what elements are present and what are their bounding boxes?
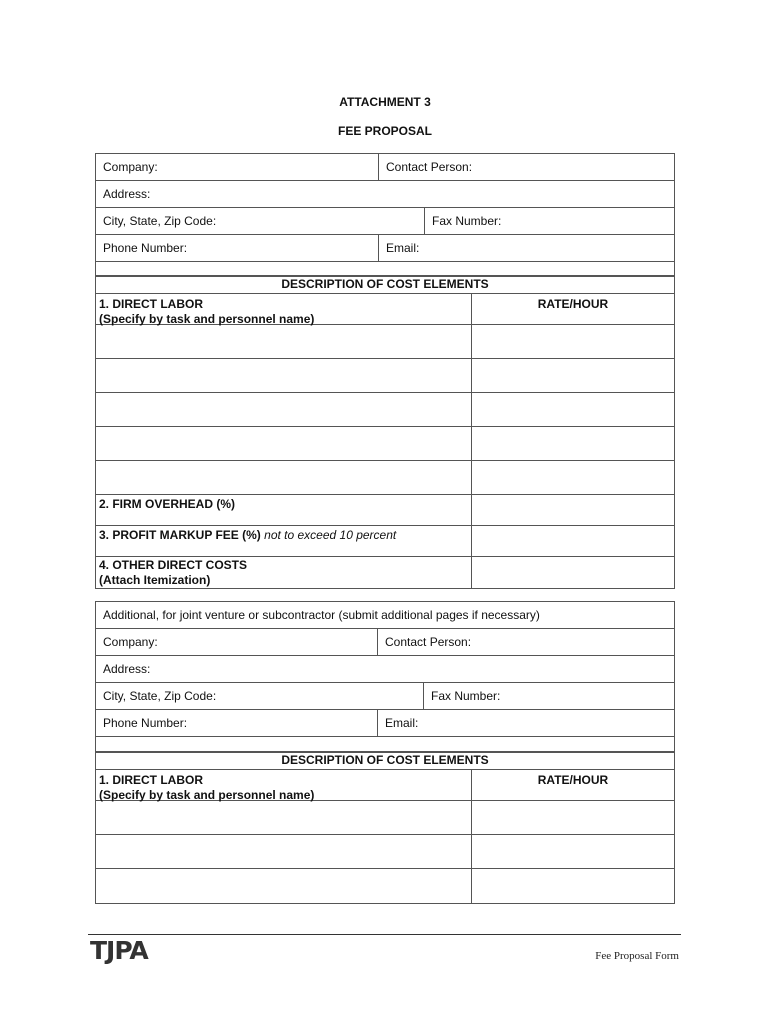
other-direct-costs-cell[interactable] [471, 557, 674, 588]
rate-hour-header: RATE/HOUR [471, 294, 674, 324]
city-state-zip-field[interactable] [96, 683, 423, 709]
profit-markup-title: 3. PROFIT MARKUP FEE (%) [99, 528, 261, 542]
email-field[interactable] [377, 710, 674, 736]
direct-labor-title: 1. DIRECT LABOR [99, 773, 204, 787]
firm-overhead-label: 2. FIRM OVERHEAD (%) [99, 497, 236, 511]
cost-elements-box [95, 276, 675, 589]
labor-row [96, 359, 674, 393]
labor-description-cell[interactable] [96, 359, 471, 392]
company-field[interactable] [96, 154, 378, 180]
fax-field[interactable] [424, 208, 674, 234]
footer-form-name: Fee Proposal Form [595, 950, 679, 962]
contact-person-label: Contact Person: [385, 635, 472, 649]
labor-row [96, 427, 674, 461]
phone-field[interactable] [96, 235, 378, 261]
other-direct-costs-title: 4. OTHER DIRECT COSTS [99, 558, 248, 572]
labor-rate-cell[interactable] [471, 869, 674, 903]
fax-field[interactable] [423, 683, 674, 709]
labor-row [96, 869, 674, 903]
cost-elements-heading: DESCRIPTION OF COST ELEMENTS [96, 277, 674, 294]
other-direct-costs-label [96, 557, 471, 588]
joint-venture-cost-box [95, 752, 675, 904]
spacer-row [96, 262, 674, 275]
company-label: Company: [103, 160, 158, 174]
labor-description-cell[interactable] [96, 393, 471, 426]
contact-info-box [95, 153, 675, 276]
fax-label: Fax Number: [431, 689, 501, 703]
attachment-label: ATTACHMENT 3 [339, 95, 431, 109]
labor-row [96, 325, 674, 359]
address-label: Address: [103, 187, 151, 201]
labor-rate-cell[interactable] [471, 427, 674, 460]
profit-markup-row [96, 526, 674, 557]
address-field[interactable] [96, 181, 674, 207]
labor-rate-cell[interactable] [471, 393, 674, 426]
city-row [96, 208, 674, 235]
direct-labor-header-row [96, 770, 674, 801]
firm-overhead-cell[interactable] [471, 495, 674, 525]
profit-markup-label [96, 526, 471, 556]
labor-rate-cell[interactable] [471, 835, 674, 868]
labor-rate-cell[interactable] [471, 801, 674, 834]
company-field[interactable] [96, 629, 377, 655]
labor-description-cell[interactable] [96, 835, 471, 868]
city-state-zip-label: City, State, Zip Code: [103, 214, 217, 228]
joint-venture-intro-row [96, 602, 674, 629]
phone-row [96, 710, 674, 737]
company-row [96, 154, 674, 181]
direct-labor-subtitle: (Specify by task and personnel name) [99, 312, 315, 326]
phone-field[interactable] [96, 710, 377, 736]
email-label: Email: [385, 716, 419, 730]
profit-markup-cell[interactable] [471, 526, 674, 556]
direct-labor-subtitle: (Specify by task and personnel name) [99, 788, 315, 802]
direct-labor-label [96, 294, 471, 324]
contact-person-field[interactable] [377, 629, 674, 655]
company-label: Company: [103, 635, 158, 649]
contact-person-label: Contact Person: [386, 160, 473, 174]
firm-overhead-row [96, 495, 674, 526]
email-field[interactable] [378, 235, 674, 261]
labor-rate-cell[interactable] [471, 461, 674, 494]
phone-label: Phone Number: [103, 716, 188, 730]
labor-row [96, 801, 674, 835]
phone-row [96, 235, 674, 262]
rate-hour-header: RATE/HOUR [471, 770, 674, 800]
city-state-zip-field[interactable] [96, 208, 424, 234]
spacer-row [96, 737, 674, 751]
address-label: Address: [103, 662, 151, 676]
other-direct-costs-subtitle: (Attach Itemization) [99, 573, 211, 587]
labor-rate-cell[interactable] [471, 325, 674, 358]
company-row [96, 629, 674, 656]
labor-row [96, 393, 674, 427]
profit-markup-note: not to exceed 10 percent [264, 528, 397, 542]
email-label: Email: [386, 241, 420, 255]
labor-rate-cell[interactable] [471, 359, 674, 392]
address-row [96, 656, 674, 683]
footer-divider [88, 934, 681, 935]
tjpa-logo: TJPA [90, 936, 148, 965]
direct-labor-title: 1. DIRECT LABOR [99, 297, 204, 311]
cost-elements-heading: DESCRIPTION OF COST ELEMENTS [96, 753, 674, 770]
city-state-zip-label: City, State, Zip Code: [103, 689, 217, 703]
other-direct-costs-row [96, 557, 674, 588]
labor-description-cell[interactable] [96, 801, 471, 834]
labor-description-cell[interactable] [96, 325, 471, 358]
labor-description-cell[interactable] [96, 427, 471, 460]
city-row [96, 683, 674, 710]
joint-venture-contact-box [95, 601, 675, 752]
fax-label: Fax Number: [432, 214, 502, 228]
labor-description-cell[interactable] [96, 869, 471, 903]
joint-venture-intro: Additional, for joint venture or subcontractor (submit additional pages if necessary) [103, 608, 540, 622]
address-field[interactable] [96, 656, 674, 682]
labor-row [96, 461, 674, 495]
page-title: FEE PROPOSAL [337, 124, 432, 138]
labor-description-cell[interactable] [96, 461, 471, 494]
phone-label: Phone Number: [103, 241, 188, 255]
address-row [96, 181, 674, 208]
contact-person-field[interactable] [378, 154, 674, 180]
labor-row [96, 835, 674, 869]
direct-labor-header-row [96, 294, 674, 325]
direct-labor-label [96, 770, 471, 800]
